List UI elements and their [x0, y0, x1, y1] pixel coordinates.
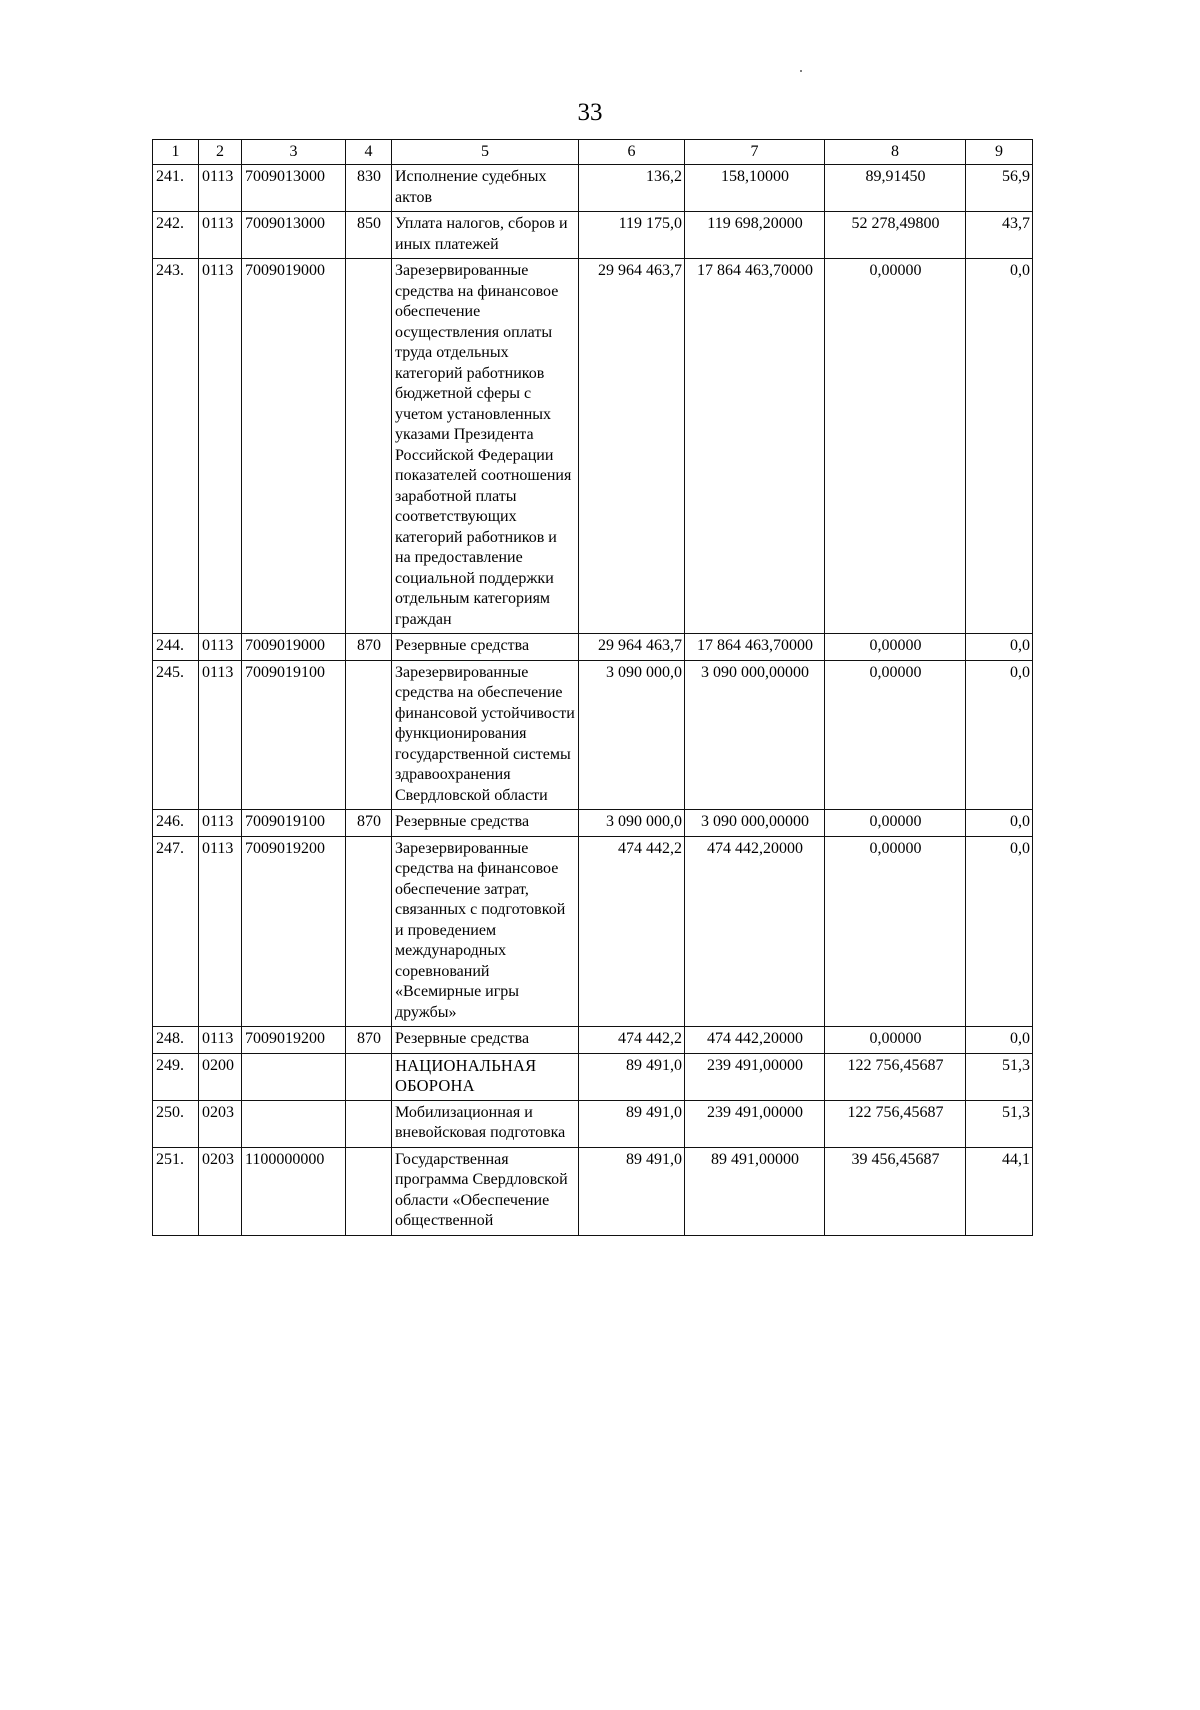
value-col-9: 0,0	[966, 810, 1033, 837]
row-number: 248.	[153, 1027, 199, 1054]
value-col-7: 119 698,20000	[685, 212, 825, 259]
value-col-9: 0,0	[966, 634, 1033, 661]
item-name: Резервные средства	[392, 1027, 579, 1054]
target-code: 7009019200	[242, 1027, 346, 1054]
section-code: 0113	[199, 212, 242, 259]
table-body	[153, 140, 1033, 1236]
value-col-8: 0,00000	[825, 660, 966, 810]
item-name: Мобилизационная и вневойсковая подготовка	[392, 1100, 579, 1147]
value-col-8: 122 756,45687	[825, 1100, 966, 1147]
expense-kind-code: 870	[346, 634, 392, 661]
section-code: 0203	[199, 1100, 242, 1147]
row-number: 245.	[153, 660, 199, 810]
value-col-8: 39 456,45687	[825, 1147, 966, 1235]
value-col-8: 122 756,45687	[825, 1053, 966, 1100]
table-row	[153, 1027, 1033, 1054]
scan-speck	[800, 70, 802, 72]
target-code	[242, 1100, 346, 1147]
expense-kind-code: 870	[346, 810, 392, 837]
value-col-7: 17 864 463,70000	[685, 259, 825, 634]
value-col-6: 89 491,0	[579, 1147, 685, 1235]
value-col-9: 0,0	[966, 1027, 1033, 1054]
value-col-9: 0,0	[966, 259, 1033, 634]
value-col-9: 0,0	[966, 660, 1033, 810]
table-row	[153, 1053, 1033, 1100]
section-code: 0200	[199, 1053, 242, 1100]
header-row	[153, 140, 1033, 165]
target-code: 7009019100	[242, 660, 346, 810]
value-col-7: 3 090 000,00000	[685, 660, 825, 810]
item-name: Исполнение судебных актов	[392, 165, 579, 212]
table-row	[153, 660, 1033, 810]
target-code: 7009019200	[242, 836, 346, 1027]
section-code: 0113	[199, 165, 242, 212]
value-col-9: 44,1	[966, 1147, 1033, 1235]
value-col-8: 0,00000	[825, 259, 966, 634]
value-col-7: 17 864 463,70000	[685, 634, 825, 661]
table-row	[153, 212, 1033, 259]
expense-kind-code	[346, 660, 392, 810]
column-header: 1	[153, 140, 199, 165]
value-col-8: 0,00000	[825, 836, 966, 1027]
row-number: 242.	[153, 212, 199, 259]
row-number: 246.	[153, 810, 199, 837]
value-col-8: 89,91450	[825, 165, 966, 212]
value-col-8: 0,00000	[825, 1027, 966, 1054]
column-header: 6	[579, 140, 685, 165]
item-name: Зарезервированные средства на финансовое обеспечение осуществления оплаты труда отдельных категорий работников бюджетной сферы с учетом установленных указами Президента Российской Федерации показателей соотношения заработной платы соответствующих категорий работников и на предоставление социальной поддержки отдельным категориям граждан	[392, 259, 579, 634]
value-col-6: 474 442,2	[579, 1027, 685, 1054]
section-code: 0113	[199, 259, 242, 634]
expense-kind-code	[346, 836, 392, 1027]
row-number: 241.	[153, 165, 199, 212]
item-name: Уплата налогов, сборов и иных платежей	[392, 212, 579, 259]
table-row	[153, 1100, 1033, 1147]
value-col-7: 3 090 000,00000	[685, 810, 825, 837]
target-code: 7009013000	[242, 165, 346, 212]
item-name: НАЦИОНАЛЬНАЯ ОБОРОНА	[392, 1053, 579, 1100]
section-code: 0113	[199, 1027, 242, 1054]
value-col-8: 0,00000	[825, 634, 966, 661]
row-number: 243.	[153, 259, 199, 634]
value-col-6: 29 964 463,7	[579, 634, 685, 661]
target-code	[242, 1053, 346, 1100]
row-number: 244.	[153, 634, 199, 661]
target-code: 7009019000	[242, 259, 346, 634]
value-col-6: 119 175,0	[579, 212, 685, 259]
target-code: 1100000000	[242, 1147, 346, 1235]
table-row	[153, 259, 1033, 634]
column-header: 9	[966, 140, 1033, 165]
column-header: 2	[199, 140, 242, 165]
item-name: Зарезервированные средства на финансовое обеспечение затрат, связанных с подготовкой и проведением международных соревнований «Всемирные игры дружбы»	[392, 836, 579, 1027]
value-col-7: 474 442,20000	[685, 1027, 825, 1054]
table-row	[153, 810, 1033, 837]
column-header: 8	[825, 140, 966, 165]
section-code: 0203	[199, 1147, 242, 1235]
expense-kind-code	[346, 259, 392, 634]
target-code: 7009019000	[242, 634, 346, 661]
budget-table	[152, 139, 1033, 1236]
expense-kind-code: 830	[346, 165, 392, 212]
column-header: 7	[685, 140, 825, 165]
value-col-6: 474 442,2	[579, 836, 685, 1027]
section-code: 0113	[199, 836, 242, 1027]
item-name: Государственная программа Свердловской области «Обеспечение общественной	[392, 1147, 579, 1235]
section-code: 0113	[199, 634, 242, 661]
item-name: Резервные средства	[392, 810, 579, 837]
value-col-7: 239 491,00000	[685, 1100, 825, 1147]
value-col-7: 474 442,20000	[685, 836, 825, 1027]
column-header: 4	[346, 140, 392, 165]
value-col-7: 158,10000	[685, 165, 825, 212]
table-row	[153, 1147, 1033, 1235]
value-col-6: 3 090 000,0	[579, 810, 685, 837]
value-col-7: 239 491,00000	[685, 1053, 825, 1100]
value-col-6: 29 964 463,7	[579, 259, 685, 634]
column-header: 3	[242, 140, 346, 165]
value-col-6: 3 090 000,0	[579, 660, 685, 810]
value-col-6: 136,2	[579, 165, 685, 212]
row-number: 250.	[153, 1100, 199, 1147]
target-code: 7009013000	[242, 212, 346, 259]
value-col-9: 43,7	[966, 212, 1033, 259]
value-col-6: 89 491,0	[579, 1053, 685, 1100]
item-name: Зарезервированные средства на обеспечение финансовой устойчивости функционирования государственной системы здравоохранения Свердловской области	[392, 660, 579, 810]
row-number: 251.	[153, 1147, 199, 1235]
table-row	[153, 165, 1033, 212]
expense-kind-code	[346, 1053, 392, 1100]
value-col-9: 51,3	[966, 1053, 1033, 1100]
target-code: 7009019100	[242, 810, 346, 837]
expense-kind-code	[346, 1100, 392, 1147]
expense-kind-code: 870	[346, 1027, 392, 1054]
row-number: 249.	[153, 1053, 199, 1100]
table-row	[153, 634, 1033, 661]
value-col-9: 56,9	[966, 165, 1033, 212]
section-code: 0113	[199, 810, 242, 837]
table-row	[153, 836, 1033, 1027]
column-header: 5	[392, 140, 579, 165]
value-col-6: 89 491,0	[579, 1100, 685, 1147]
expense-kind-code: 850	[346, 212, 392, 259]
item-name: Резервные средства	[392, 634, 579, 661]
value-col-8: 0,00000	[825, 810, 966, 837]
value-col-9: 0,0	[966, 836, 1033, 1027]
value-col-9: 51,3	[966, 1100, 1033, 1147]
value-col-8: 52 278,49800	[825, 212, 966, 259]
page-number: 33	[577, 99, 603, 126]
section-code: 0113	[199, 660, 242, 810]
value-col-7: 89 491,00000	[685, 1147, 825, 1235]
row-number: 247.	[153, 836, 199, 1027]
expense-kind-code	[346, 1147, 392, 1235]
